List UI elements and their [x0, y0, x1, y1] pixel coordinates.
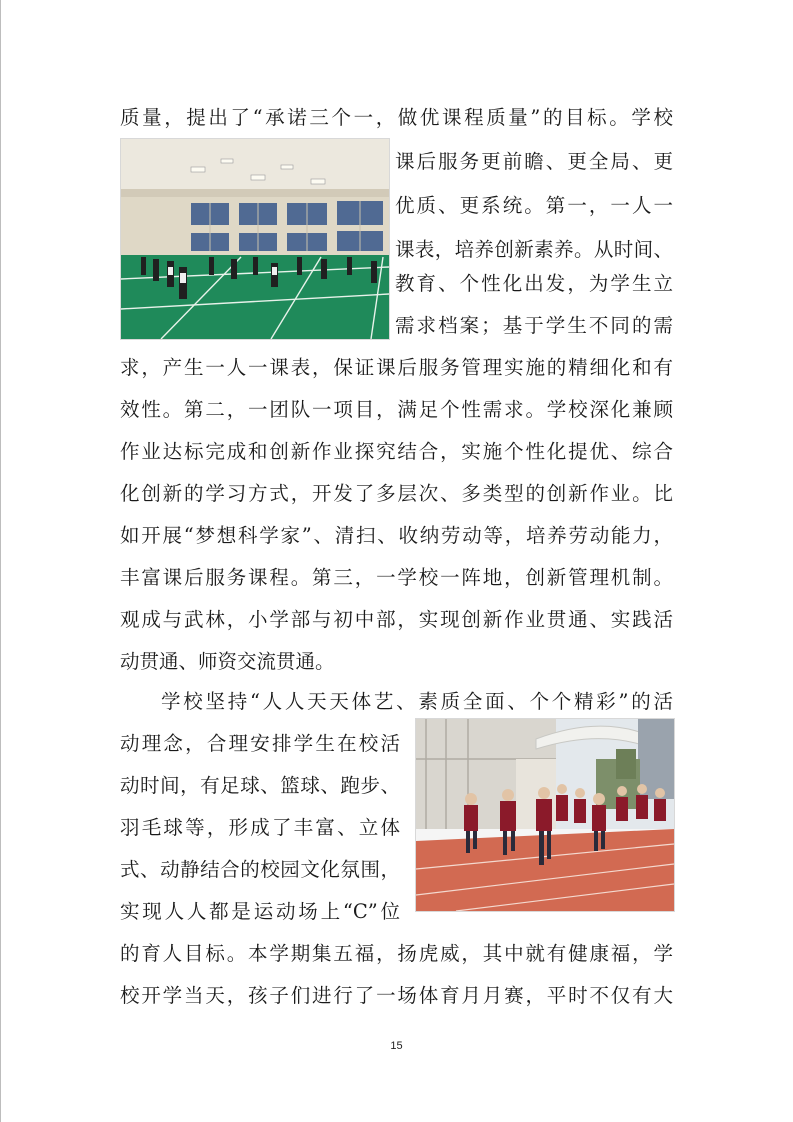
text-line: 优质、更系统。第一，一人一: [395, 194, 673, 217]
text-line: 的育人目标。本学期集五福，扬虎威，其中就有健康福，学: [120, 942, 673, 965]
text-line: 实现人人都是运动场上“C”位: [120, 900, 400, 923]
gym-illustration: [121, 139, 389, 339]
text-line: 校开学当天，孩子们进行了一场体育月月赛，平时不仅有大: [120, 984, 673, 1007]
text-line: 需求档案；基于学生不同的需: [395, 314, 673, 337]
text-line: 化创新的学习方式，开发了多层次、多类型的创新作业。比: [120, 482, 673, 505]
page-left-border: [0, 0, 1, 1122]
text-line: 教育、个性化出发，为学生立: [395, 272, 673, 295]
text-line: 质量，提出了“承诺三个一，做优课程质量”的目标。学校: [120, 106, 673, 129]
text-line: 效性。第二，一团队一项目，满足个性需求。学校深化兼顾: [120, 398, 673, 421]
text-line: 学校坚持“人人天天体艺、素质全面、个个精彩”的活: [161, 690, 673, 713]
text-line: 动贯通、师资交流贯通。: [120, 650, 335, 673]
text-line: 丰富课后服务课程。第三，一学校一阵地，创新管理机制。: [120, 566, 673, 589]
text-line: 羽毛球等，形成了丰富、立体: [120, 816, 400, 839]
gym-photo: [120, 138, 390, 340]
text-line: 动时间，有足球、篮球、跑步、: [120, 774, 400, 797]
text-line: 动理念，合理安排学生在校活: [120, 732, 400, 755]
text-line: 观成与武林，小学部与初中部，实现创新作业贯通、实践活: [120, 608, 673, 631]
track-photo: [415, 718, 675, 912]
page-number: 15: [390, 1040, 403, 1052]
track-illustration: [416, 719, 674, 911]
text-line: 式、动静结合的校园文化氛围，: [120, 858, 400, 881]
text-line: 如开展“梦想科学家”、清扫、收纳劳动等，培养劳动能力，: [120, 524, 673, 547]
text-line: 作业达标完成和创新作业探究结合，实施个性化提优、综合: [120, 440, 673, 463]
text-line: 求，产生一人一课表，保证课后服务管理实施的精细化和有: [120, 356, 673, 379]
text-line: 课后服务更前瞻、更全局、更: [395, 150, 673, 173]
text-line: 课表，培养创新素养。从时间、: [395, 238, 673, 261]
